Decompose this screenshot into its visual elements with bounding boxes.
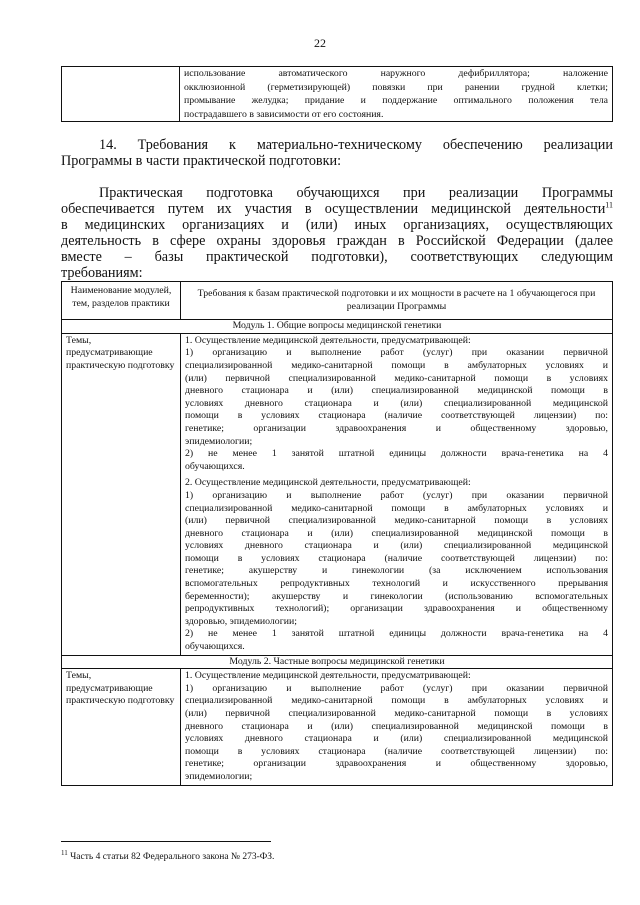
footnote-separator (61, 841, 271, 842)
requirement-line: беременности); акушерству и гинекологии (использованию вспомогательных (185, 590, 608, 602)
requirement-line: условиях дневного стационара и (или) специализированной медицинской (185, 733, 608, 745)
section-line: требованиям: (61, 265, 143, 281)
requirement-line: специализированной медико-санитарной помощи в амбулаторных условиях и (185, 502, 608, 514)
footnote (61, 848, 275, 862)
continued-table-left-cell (62, 67, 180, 122)
requirement-block-2 (185, 477, 608, 653)
footnote-number: 11 (61, 848, 68, 857)
requirement-line: 1) организацию и выполнение работ (услуг) при оказании первичной (185, 347, 608, 359)
requirement-line: помощи в условиях стационара (наличие соответствующей лицензии) по: (185, 410, 608, 422)
requirement-line: 1. Осуществление медицинской деятельности, предусматривающей: (185, 334, 471, 346)
header-modules: Наименование модулей, тем, разделов практики (62, 282, 181, 320)
requirements-table (61, 281, 613, 786)
table-header-row (62, 282, 613, 320)
footnote-text: Часть 4 статьи 82 Федерального закона № 273-ФЗ. (67, 852, 275, 862)
module-1-content-row (62, 333, 613, 655)
requirement-line: обучающихся. (185, 460, 245, 472)
requirement-line: 2. Осуществление медицинской деятельности, предусматривающей: (185, 477, 471, 489)
module-1-topics: Темы, предусматривающие практическую подготовку (62, 333, 181, 655)
requirement-line: (или) первичной специализированной медико-санитарной помощи в условиях (185, 708, 608, 719)
table-line: пострадавшего в зависимости от его состояния. (184, 108, 384, 120)
requirement-line: генетике; акушерству и гинекологии (за исключением использования (185, 565, 608, 577)
requirement-line: 2) не менее 1 занятой штатной единицы должности врача-генетика на 4 (185, 628, 608, 640)
module-2-content-row (62, 669, 613, 785)
requirement-line: помощи в условиях стационара (наличие соответствующей лицензии) по: (185, 745, 608, 757)
module-1-row (62, 320, 613, 334)
requirement-block-1 (185, 670, 608, 783)
requirement-line: (или) первичной специализированной медико-санитарной помощи в условиях (185, 372, 608, 384)
module-1-requirements (181, 333, 613, 655)
module-1-title: Модуль 1. Общие вопросы медицинской генетики (62, 320, 613, 334)
requirement-line: 1) организацию и выполнение работ (услуг) при оказании первичной (185, 682, 608, 694)
requirement-line: генетике; организации здравоохранения и общественному здоровью, (185, 758, 608, 770)
page-number: 22 (314, 36, 326, 50)
requirement-line: дневного стационара и (или) специализированной медицинской помощи в (185, 720, 608, 732)
requirement-line: эпидемиологии; (185, 770, 253, 782)
section-line: 14. Требования к материально-техническому обеспечению реализации (99, 137, 613, 153)
requirement-line: обучающихся. (185, 641, 245, 653)
section-line-text: обеспечивается путем их участия в осуществлении медицинской деятельности (61, 201, 606, 217)
table-line: использование автоматического наружного дефибриллятора; наложение (184, 68, 608, 79)
requirement-line: здоровью, эпидемиологии; (185, 615, 297, 627)
requirement-block-1 (185, 335, 608, 474)
requirement-line: специализированной медико-санитарной помощи в амбулаторных условиях и (185, 695, 608, 707)
requirement-line: репродуктивных технологий); организации здравоохранения и общественному (185, 603, 608, 615)
header-requirements: Требования к базам практической подготовки и их мощности в расчете на 1 обучающегося при реализации Программы (181, 282, 613, 320)
section-line: деятельность в сфере охраны здоровья граждан в Российской Федерации (далее (61, 233, 613, 249)
section-line: Программы в части практической подготовки: (61, 153, 342, 169)
requirement-line: дневного стационара и (или) специализированной медицинской помощи в (185, 527, 608, 539)
requirement-line: специализированной медико-санитарной помощи в амбулаторных условиях и (185, 359, 608, 371)
section-line: Практическая подготовка обучающихся при реализации Программы (99, 185, 613, 201)
module-2-title: Модуль 2. Частные вопросы медицинской генетики (62, 655, 613, 669)
table-line: промывание желудка; придание и поддержание оптимального положения тела (184, 95, 608, 107)
requirement-line: условиях дневного стационара и (или) специализированной медицинской (185, 397, 608, 409)
requirement-line: (или) первичной специализированной медико-санитарной помощи в условиях (185, 515, 608, 527)
requirement-line: 2) не менее 1 занятой штатной единицы должности врача-генетика на 4 (185, 448, 608, 460)
requirement-line: помощи в условиях стационара (наличие соответствующей лицензии) по: (185, 552, 608, 564)
requirement-line: вспомогательных репродуктивных технологий и искусственного прерывания (185, 578, 608, 590)
requirement-line: 1) организацию и выполнение работ (услуг) при оказании первичной (185, 489, 608, 501)
module-2-requirements (181, 669, 613, 785)
footnote-reference: 11 (605, 200, 613, 210)
requirement-line: 1. Осуществление медицинской деятельности, предусматривающей: (185, 670, 471, 682)
requirement-line: генетике; организации здравоохранения и общественному здоровью, (185, 422, 608, 434)
section-14-body (61, 185, 613, 281)
section-14-title (61, 137, 613, 169)
continued-table-text-cell (180, 67, 613, 122)
requirement-line: дневного стационара и (или) специализированной медицинской помощи в (185, 385, 608, 397)
requirement-line: эпидемиологии; (185, 435, 253, 447)
requirement-line: условиях дневного стационара и (или) специализированной медицинской (185, 540, 608, 552)
table-line: окклюзионной (герметизирующей) повязки при ранении грудной клетки; (184, 81, 608, 93)
module-2-topics: Темы, предусматривающие практическую подготовку (62, 669, 181, 785)
section-line (61, 201, 613, 217)
module-2-row (62, 655, 613, 669)
section-line: вместе – базы практической подготовки), соответствующих следующим (61, 249, 613, 265)
section-line: в медицинских организациях и (или) иных организациях, осуществляющих (61, 217, 613, 233)
continued-table (61, 66, 613, 122)
